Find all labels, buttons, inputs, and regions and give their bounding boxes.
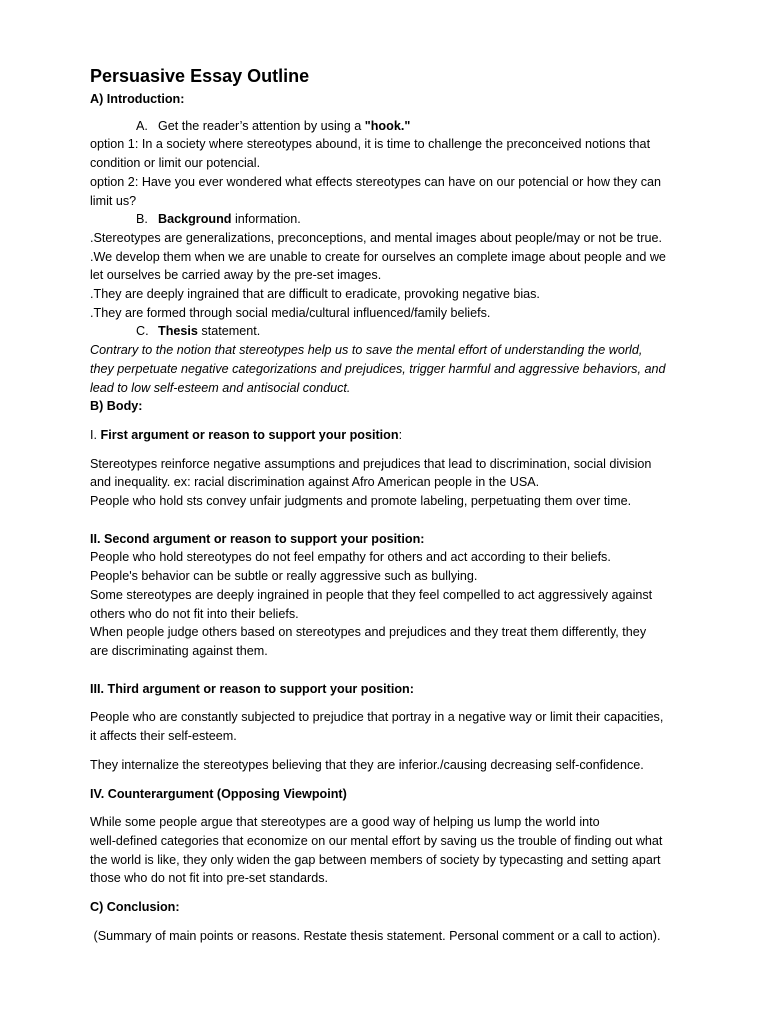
document-body [90,64,690,945]
argument2-line2: People's behavior can be subtle or really aggressive such as bullying. [90,569,478,584]
body-heading: B) Body: [90,399,143,414]
conclusion-text: (Summary of main points or reasons. Restate thesis statement. Personal comment or a call to action). [90,928,661,943]
option2-line1: option 2: Have you ever wondered what effects stereotypes can have on our potencial or how they can [90,174,662,189]
point-a-text: Get the reader’s attention by using a [158,118,365,133]
argument1-line3: People who hold sts convey unfair judgments and promote labeling, perpetuating them over time. [90,494,632,509]
argument1-prefix: I. [90,427,101,442]
argument1-title: First argument or reason to support your position [100,427,399,442]
background-line3: let ourselves be carried away by the pre-set images. [90,268,382,283]
counterargument-line4: those who do not fit into pre-set standards. [90,871,329,886]
argument3-line3: They internalize the stereotypes believing that they are inferior./causing decreasing self-confidence. [90,757,644,772]
counterargument-line1: While some people argue that stereotypes are a good way of helping us lump the world into [90,815,600,830]
argument2-line1: People who hold stereotypes do not feel empathy for others and act according to their beliefs. [90,550,611,565]
argument2-line6: are discriminating against them. [90,643,268,658]
point-b [90,210,690,229]
point-b-number: B. [136,212,148,227]
point-c-text: statement. [197,324,261,339]
point-a [90,117,690,136]
counterargument-heading: IV. Counterargument (Opposing Viewpoint) [90,786,347,801]
thesis-line2: they perpetuate negative categorizations and prejudices, trigger harmful and aggressive behaviors, and [90,361,666,376]
point-a-hook: "hook." [364,118,411,133]
argument3-line2: it affects their self-esteem. [90,729,237,744]
argument3-heading: III. Third argument or reason to support your position: [90,681,414,696]
argument2-line3: Some stereotypes are deeply ingrained in people that they feel compelled to act aggressively against [90,587,653,602]
point-c [90,322,690,341]
background-line2: .We develop them when we are unable to create for ourselves an complete image about people and we [90,249,666,264]
argument1-heading [90,426,690,445]
point-c-number: C. [136,324,149,339]
point-b-bold: Background [158,212,232,227]
argument1-line2: and inequality. ex: racial discrimination against Afro American people in the USA. [90,475,540,490]
option1-line2: condition or limit our potencial. [90,156,261,171]
page-title: Persuasive Essay Outline [90,66,310,86]
conclusion-heading: C) Conclusion: [90,900,180,915]
point-c-bold: Thesis [158,324,198,339]
argument2-line4: others who do not fit into their beliefs. [90,606,299,621]
point-b-text: information. [231,212,301,227]
argument2-line5: When people judge others based on stereotypes and prejudices and they treat them differently, they [90,625,647,640]
counterargument-line3: the world is like, they only widen the gap between members of society by typecasting and setting apart [90,852,661,867]
argument1-colon: : [398,427,403,442]
background-line5: .They are formed through social media/cultural influenced/family beliefs. [90,305,491,320]
point-a-number: A. [136,118,148,133]
argument3-line1: People who are constantly subjected to prejudice that portray in a negative way or limit their capacities, [90,710,664,725]
argument2-heading: II. Second argument or reason to support your position: [90,531,425,546]
argument1-line1: Stereotypes reinforce negative assumptions and prejudices that lead to discrimination, social division [90,456,652,471]
option2-line2: limit us? [90,193,137,208]
background-line4: .They are deeply ingrained that are difficult to eradicate, provoking negative bias. [90,287,540,302]
thesis-line3: lead to low self-esteem and antisocial conduct. [90,380,351,395]
introduction-heading: A) Introduction: [90,92,185,106]
option1-line1: option 1: In a society where stereotypes abound, it is time to challenge the preconceived notions that [90,137,651,152]
counterargument-line2: well-defined categories that economize on our mental effort by saving us the trouble of finding out what [90,833,663,848]
thesis-line1: Contrary to the notion that stereotypes help us to save the mental effort of understanding the world, [90,343,643,358]
background-line1: .Stereotypes are generalizations, preconceptions, and mental images about people/may or not be true. [90,230,662,245]
